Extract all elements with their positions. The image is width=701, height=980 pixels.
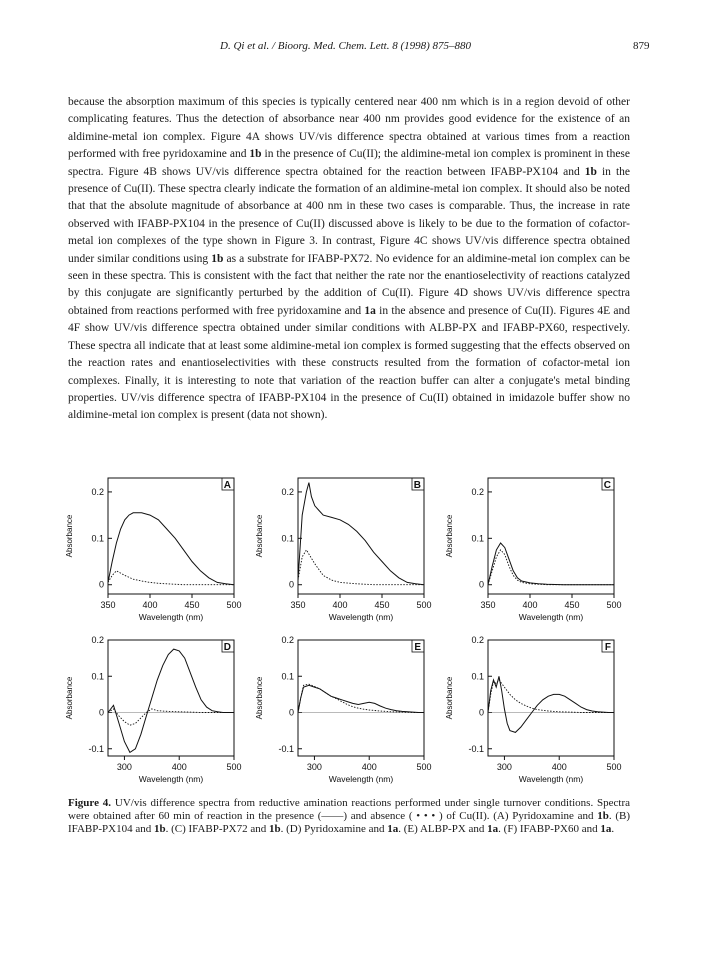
compound-ref: 1b bbox=[597, 809, 609, 822]
page-number: 879 bbox=[633, 40, 650, 52]
x-tick-label: 500 bbox=[606, 762, 622, 772]
plot-frame bbox=[108, 478, 234, 594]
compound-ref: 1b bbox=[269, 822, 281, 835]
y-tick-label: 0 bbox=[478, 707, 484, 718]
caption-text-5: . (E) ALBP-PX and bbox=[398, 822, 488, 835]
x-axis-label: Wavelength (nm) bbox=[328, 774, 394, 784]
y-tick-label: 0.1 bbox=[281, 533, 294, 544]
y-tick-label: 0 bbox=[478, 579, 484, 590]
y-tick-label: 0 bbox=[98, 707, 104, 718]
x-axis-label: Wavelength (nm) bbox=[328, 612, 394, 622]
y-tick-label: 0 bbox=[288, 707, 294, 718]
series-line-with-cu bbox=[488, 543, 614, 585]
y-tick-label: -0.1 bbox=[468, 743, 484, 754]
figure-caption bbox=[68, 797, 630, 835]
series-line-with-cu bbox=[108, 513, 234, 585]
x-axis-label: Wavelength (nm) bbox=[518, 612, 584, 622]
y-tick-label: 0.2 bbox=[471, 635, 484, 645]
body-text-3: in the presence of Cu(II). These spectra clearly indicate the formation of an aldimine-metal ion complex. It should also be noted that that the absolute magnitude of absorbance at 400 nm in these two cases is comparable. Thus, the increase in rate observed with IFABP-PX104 in the presence of Cu(II) discussed above is likely to be due to the formation of cofactor-metal ion complexes of the type shown in Figure 3. In contrast, Figure 4C shows UV/vis difference spectra obtained under similar conditions using bbox=[68, 165, 630, 265]
compound-ref: 1a bbox=[487, 822, 499, 835]
body-text-2: in the presence of Cu(II); the aldimine-metal ion complex is prominent in these spectra. Figure 4B shows UV/vis difference spectra obtained for the reaction between IFABP-PX104 and bbox=[68, 148, 631, 178]
y-axis-label: Absorbance bbox=[65, 514, 74, 558]
x-tick-label: 500 bbox=[226, 762, 242, 772]
y-axis-label: Absorbance bbox=[445, 676, 454, 720]
x-tick-label: 500 bbox=[606, 600, 622, 610]
x-tick-label: 450 bbox=[184, 600, 200, 610]
y-tick-label: 0.2 bbox=[281, 486, 294, 497]
plot-frame bbox=[108, 640, 234, 756]
caption-text-4: . (D) Pyridoxamine and bbox=[280, 822, 388, 835]
x-tick-label: 350 bbox=[100, 600, 116, 610]
x-axis-label: Wavelength (nm) bbox=[518, 774, 584, 784]
x-tick-label: 350 bbox=[290, 600, 306, 610]
spectrum-panel-d bbox=[60, 632, 240, 787]
plot-frame bbox=[298, 640, 424, 756]
spectrum-panel-c bbox=[440, 470, 620, 625]
x-tick-label: 400 bbox=[361, 762, 377, 772]
series-line-without-cu bbox=[108, 571, 234, 585]
y-tick-label: -0.1 bbox=[88, 743, 104, 754]
spectrum-panel-e bbox=[250, 632, 430, 787]
series-line-without-cu bbox=[298, 550, 424, 585]
panel-letter: B bbox=[413, 480, 421, 491]
caption-label: Figure 4. bbox=[68, 797, 112, 809]
x-tick-label: 500 bbox=[416, 600, 432, 610]
panel-letter: F bbox=[604, 642, 611, 653]
x-tick-label: 400 bbox=[171, 762, 187, 772]
x-tick-label: 500 bbox=[226, 600, 242, 610]
series-line-with-cu bbox=[488, 676, 614, 732]
y-tick-label: -0.1 bbox=[278, 743, 294, 754]
series-line-without-cu bbox=[488, 550, 614, 585]
caption-text-6: . (F) IFABP-PX60 and bbox=[498, 822, 601, 835]
x-tick-label: 400 bbox=[142, 600, 158, 610]
panel-letter: D bbox=[223, 642, 231, 653]
caption-text-7: . bbox=[611, 822, 615, 835]
panel-letter: E bbox=[414, 642, 421, 653]
figure-4 bbox=[60, 470, 640, 790]
x-axis-label: Wavelength (nm) bbox=[138, 612, 204, 622]
x-tick-label: 300 bbox=[306, 762, 322, 772]
plot-frame bbox=[488, 478, 614, 594]
y-tick-label: 0 bbox=[98, 579, 104, 590]
x-tick-label: 450 bbox=[374, 600, 390, 610]
y-tick-label: 0 bbox=[288, 579, 294, 590]
caption-text-2: . (B) IFABP-PX104 and bbox=[68, 809, 630, 835]
compound-ref: 1b bbox=[584, 165, 597, 178]
x-tick-label: 400 bbox=[551, 762, 567, 772]
spectrum-panel-b bbox=[250, 470, 430, 625]
spectrum-panel-f bbox=[440, 632, 620, 787]
compound-ref: 1b bbox=[249, 148, 262, 161]
y-tick-label: 0.2 bbox=[281, 635, 294, 645]
x-tick-label: 300 bbox=[496, 762, 512, 772]
compound-ref: 1a bbox=[387, 822, 399, 835]
panel-letter: A bbox=[223, 480, 231, 491]
body-text-1: because the absorption maximum of this species is typically centered near 400 nm which is in a region devoid of other complicating features. Thus the detection of absorbance near 400 nm provides good evidence for the existence of an aldimine-metal ion complex. Figure 4A shows UV/vis difference spectra obtained at various times from a reaction performed with free pyridoxamine and bbox=[68, 96, 630, 161]
y-tick-label: 0.1 bbox=[281, 671, 294, 682]
body-paragraph bbox=[68, 94, 630, 425]
y-axis-label: Absorbance bbox=[255, 676, 264, 720]
y-tick-label: 0.2 bbox=[471, 486, 484, 497]
series-line-with-cu bbox=[298, 483, 424, 585]
y-tick-label: 0.1 bbox=[471, 671, 484, 682]
x-tick-label: 500 bbox=[416, 762, 432, 772]
x-tick-label: 400 bbox=[332, 600, 348, 610]
caption-text-1: UV/vis difference spectra from reductive amination reactions performed under single turnover conditions. Spectra were obtained after 60 min of reaction in the presence (——) and absence ( • • • ) of Cu(II). (A) Pyridoxamine and bbox=[68, 797, 631, 822]
compound-ref: 1a bbox=[600, 822, 612, 835]
compound-ref: 1b bbox=[211, 252, 224, 265]
plot-frame bbox=[488, 640, 614, 756]
x-tick-label: 400 bbox=[522, 600, 538, 610]
compound-ref: 1a bbox=[364, 304, 376, 317]
x-axis-label: Wavelength (nm) bbox=[138, 774, 204, 784]
series-line-with-cu bbox=[108, 649, 234, 752]
panel-letter: C bbox=[603, 480, 611, 491]
y-tick-label: 0.1 bbox=[91, 533, 104, 544]
y-axis-label: Absorbance bbox=[445, 514, 454, 558]
running-head: D. Qi et al. / Bioorg. Med. Chem. Lett. 8 (1998) 875–880 bbox=[220, 40, 472, 52]
y-tick-label: 0.1 bbox=[91, 671, 104, 682]
running-header bbox=[0, 40, 701, 58]
compound-ref: 1b bbox=[153, 822, 166, 835]
series-line-without-cu bbox=[488, 680, 614, 713]
x-tick-label: 350 bbox=[480, 600, 496, 610]
spectrum-panel-a bbox=[60, 470, 240, 625]
y-tick-label: 0.1 bbox=[471, 533, 484, 544]
y-tick-label: 0.2 bbox=[91, 635, 104, 645]
caption-text-3: . (C) IFABP-PX72 and bbox=[165, 822, 269, 835]
x-tick-label: 300 bbox=[116, 762, 132, 772]
y-axis-label: Absorbance bbox=[65, 676, 74, 720]
x-tick-label: 450 bbox=[564, 600, 580, 610]
y-axis-label: Absorbance bbox=[255, 514, 264, 558]
body-text-5: in the absence and presence of Cu(II). Figures 4E and 4F show UV/vis difference spectra obtained under similar conditions with ALBP-PX and IFABP-PX60, respectively. These spectra all indicate that at least some aldimine-metal ion complex is formed suggesting that the effects observed on the reaction rates and enantioselectivities with these constructs resulted from the formation of cofactor-metal ion complexes. Finally, it is interesting to note that variation of the reaction buffer can alter a conjugate's metal binding properties. UV/vis difference spectra of IFABP-PX104 in the presence of Cu(II) obtained in imidazole buffer show no aldimine-metal ion complex is present (data not shown). bbox=[68, 304, 630, 422]
series-line-without-cu bbox=[298, 684, 424, 712]
y-tick-label: 0.2 bbox=[91, 486, 104, 497]
body-text-4: as a substrate for IFABP-PX72. No evidence for an aldimine-metal ion complex can be seen in these spectra. This is consistent with the fact that neither the rate nor the enantioselectivity of reactions catalyzed by this conjugate are significantly perturbed by the addition of Cu(II). Figure 4D shows UV/vis difference spectra obtained from reactions performed with free pyridoxamine and bbox=[68, 252, 630, 317]
